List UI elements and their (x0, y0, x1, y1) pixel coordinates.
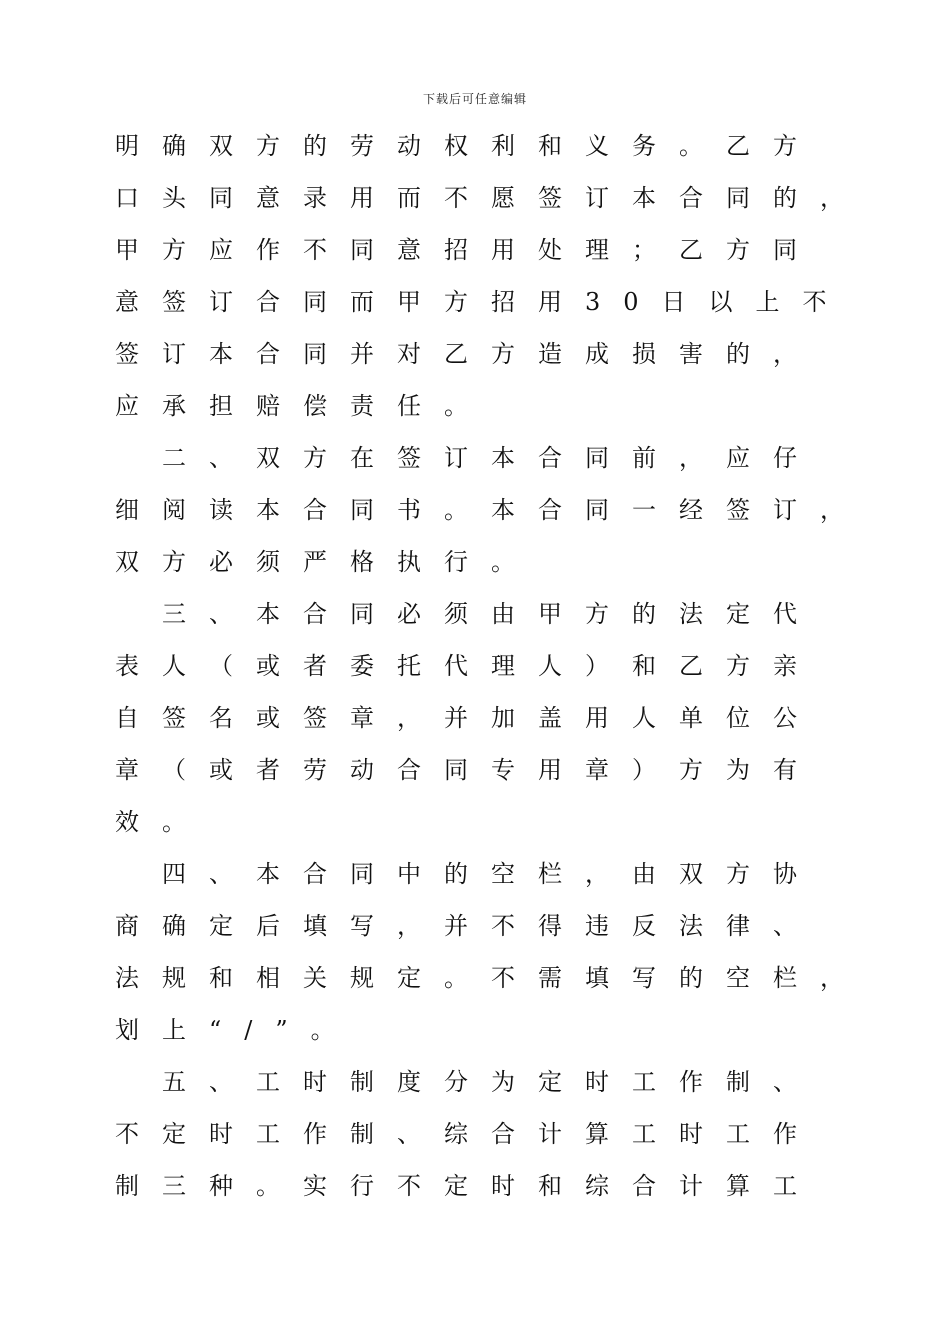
text-line: 细阅读本合同书。本合同一经签订， (115, 496, 867, 524)
text-line: 章（或者劳动合同专用章）方为有 (115, 756, 820, 784)
text-line: 签订本合同并对乙方造成损害的， (115, 340, 820, 368)
text-line: 甲方应作不同意招用处理；乙方同 (115, 236, 820, 264)
text-line: 双方必须严格执行。 (115, 548, 538, 576)
text-line: 口头同意录用而不愿签订本合同的， (115, 184, 867, 212)
paragraph-start-line: 五、工时制度分为定时工作制、 (162, 1068, 820, 1096)
text-line: 自签名或签章，并加盖用人单位公 (115, 704, 820, 732)
text-line: 商确定后填写，并不得违反法律、 (115, 912, 820, 940)
text-line: 表人（或者委托代理人）和乙方亲 (115, 652, 820, 680)
text-line: 划上“/”。 (115, 1016, 358, 1044)
paragraph-start-line: 二、双方在签订本合同前，应仔 (162, 444, 820, 472)
text-line: 明确双方的劳动权利和义务。乙方 (115, 132, 820, 160)
paragraph-start-line: 三、本合同必须由甲方的法定代 (162, 600, 820, 628)
text-line: 不定时工作制、综合计算工时工作 (115, 1120, 820, 1148)
text-line: 效。 (115, 808, 209, 836)
text-line: 意签订合同而甲方招用30日以上不 (115, 288, 850, 316)
text-line: 法规和相关规定。不需填写的空栏， (115, 964, 867, 992)
text-line: 制三种。实行不定时和综合计算工 (115, 1172, 820, 1200)
page-header: 下载后可任意编辑 (422, 92, 527, 106)
paragraph-start-line: 四、本合同中的空栏，由双方协 (162, 860, 820, 888)
text-line: 应承担赔偿责任。 (115, 392, 491, 420)
